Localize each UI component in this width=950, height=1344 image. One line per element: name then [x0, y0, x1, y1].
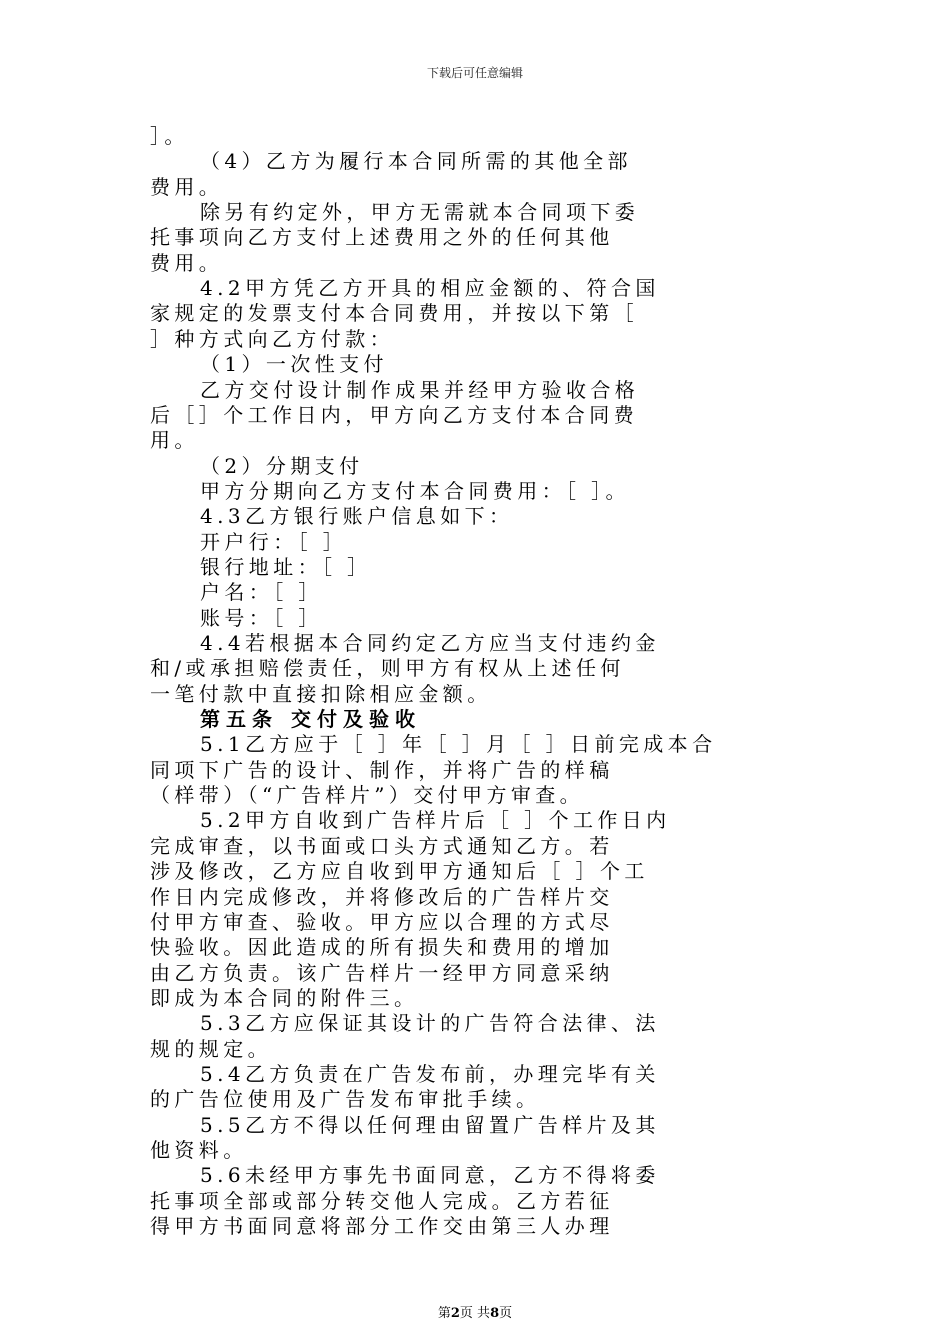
text-line: （2）分期支付 — [200, 453, 364, 478]
text-line: ］。 — [150, 124, 189, 148]
text-line: 一笔付款中直接扣除相应金额。 — [150, 681, 492, 706]
text-line: 他资料。 — [150, 1138, 248, 1162]
footer-prefix: 第 — [437, 1306, 451, 1321]
text-line: 银行地址：［ ］ — [200, 554, 372, 579]
text-line: 5.4乙方负责在广告发布前，办理完毕有关 — [200, 1061, 660, 1086]
text-line: 同项下广告的设计、制作，并将广告的样稿 — [150, 757, 614, 782]
page-footer — [0, 1302, 950, 1321]
text-line: 开户行：［ ］ — [200, 529, 348, 554]
text-line: ］种方式向乙方付款： — [150, 326, 394, 351]
text-line: 5.5乙方不得以任何理由留置广告样片及其 — [200, 1112, 660, 1137]
text-line: 甲方分期向乙方支付本合同费用：［ ］。 — [200, 478, 630, 503]
text-line: 5.1乙方应于［ ］年［ ］月［ ］日前完成本合 — [200, 732, 717, 757]
text-line: 家规定的发票支付本合同费用，并按以下第［ — [150, 301, 638, 326]
text-line: 5.2甲方自收到广告样片后［ ］个工作日内 — [200, 808, 671, 833]
text-line: 托事项向乙方支付上述费用之外的任何其他 — [150, 225, 614, 250]
total-page-count: 8 — [490, 1306, 500, 1321]
section-heading: 第五条 交付及验收 — [200, 707, 421, 732]
text-line: （1）一次性支付 — [200, 352, 388, 377]
text-line: 得甲方书面同意将部分工作交由第三人办理 — [150, 1214, 614, 1239]
text-line: 和/或承担赔偿责任，则甲方有权从上述任何 — [150, 656, 625, 681]
page-header: 下载后可任意编辑 — [426, 66, 523, 80]
text-line: 由乙方负责。该广告样片一经甲方同意采纳 — [150, 960, 614, 985]
text-line: 作日内完成修改，并将修改后的广告样片交 — [150, 884, 614, 909]
text-line: 完成审查，以书面或口头方式通知乙方。若 — [150, 833, 614, 858]
footer-middle: 页 共 — [459, 1306, 491, 1321]
text-line: 4.2甲方凭乙方开具的相应金额的、符合国 — [200, 276, 660, 301]
text-line: 费用。 — [150, 174, 224, 199]
text-line: 即成为本合同的附件三。 — [150, 985, 419, 1010]
text-line: 涉及修改，乙方应自收到甲方通知后［ ］个工 — [150, 859, 649, 884]
text-line: 后［］个工作日内，甲方向乙方支付本合同费 — [150, 402, 638, 427]
text-line: 4.3乙方银行账户信息如下： — [200, 504, 514, 529]
text-line: 的广告位使用及广告发布审批手续。 — [150, 1087, 541, 1112]
text-line: 4.4若根据本合同约定乙方应当支付违约金 — [200, 631, 660, 655]
text-line: 用。 — [150, 428, 199, 453]
text-line: 户名：［ ］ — [200, 580, 323, 605]
text-line: 5.3乙方应保证其设计的广告符合法律、法 — [200, 1011, 660, 1036]
text-line: 托事项全部或部分转交他人完成。乙方若征 — [150, 1188, 614, 1213]
text-line: （样带）（“广告样片”）交付甲方审查。 — [150, 783, 585, 808]
text-line: 账号：［ ］ — [200, 605, 323, 630]
text-line: 付甲方审查、验收。甲方应以合理的方式尽 — [150, 909, 614, 934]
text-line: （4）乙方为履行本合同所需的其他全部 — [200, 149, 632, 174]
text-line: 费用。 — [150, 250, 224, 275]
current-page-number: 2 — [450, 1306, 460, 1321]
footer-suffix: 页 — [499, 1306, 513, 1321]
text-line: 5.6未经甲方事先书面同意，乙方不得将委 — [200, 1163, 660, 1188]
text-line: 除另有约定外，甲方无需就本合同项下委 — [200, 200, 640, 225]
text-line: 乙方交付设计制作成果并经甲方验收合格 — [200, 377, 640, 402]
text-line: 规的规定。 — [150, 1036, 272, 1061]
text-line: 快验收。因此造成的所有损失和费用的增加 — [150, 935, 614, 960]
